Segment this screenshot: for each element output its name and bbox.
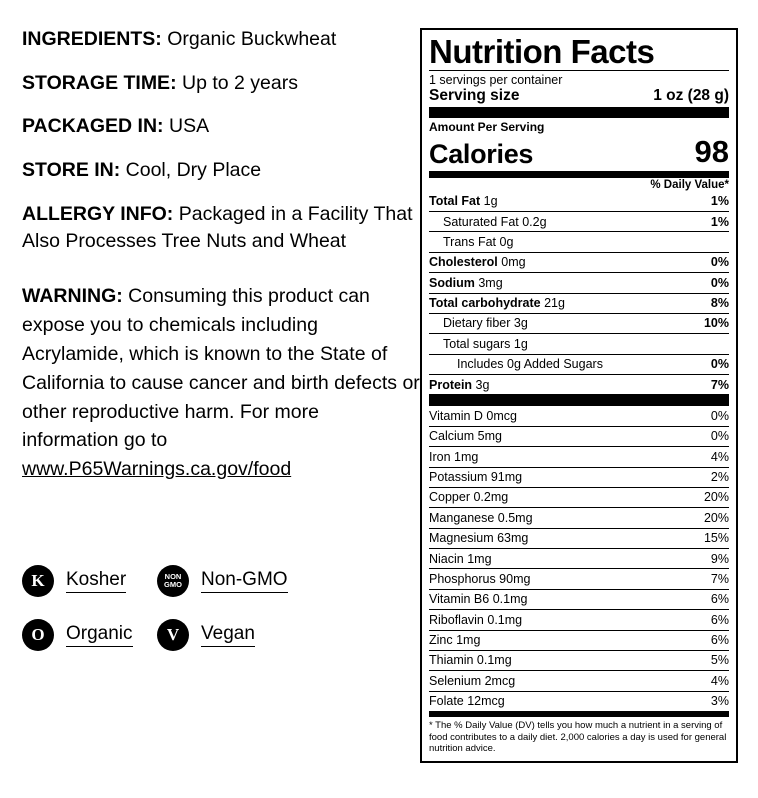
nutrient-name: Sodium 3mg — [429, 275, 503, 290]
nutrient-dv: 6% — [710, 592, 729, 607]
divider-thick — [429, 107, 729, 118]
nutrient-name: Riboflavin 0.1mg — [429, 612, 523, 627]
calories-label: Calories — [429, 138, 534, 169]
nutrient-dv: 1% — [710, 214, 729, 229]
nutrient-row — [429, 192, 729, 212]
nutrient-row — [429, 549, 729, 569]
nutrient-name: Zinc 1mg — [429, 633, 481, 648]
nutrient-dv: 5% — [710, 653, 729, 668]
nutrient-dv: 0% — [710, 357, 729, 372]
nutrient-name: Protein 3g — [429, 377, 490, 392]
divider-thick-2 — [429, 395, 729, 406]
info-label: PACKAGED IN: — [22, 115, 164, 138]
badge-label: Kosher — [66, 569, 126, 594]
info-store-in — [22, 157, 420, 185]
nutrient-row — [429, 314, 729, 334]
nutrient-name: Folate 12mcg — [429, 694, 505, 709]
nutrient-dv: 9% — [710, 551, 729, 566]
nutrient-row — [429, 355, 729, 375]
info-storage-time — [22, 70, 420, 98]
nutrient-row — [429, 569, 729, 589]
nutrient-row — [429, 590, 729, 610]
info-label: INGREDIENTS: — [22, 28, 162, 50]
info-label: STORE IN: — [22, 159, 121, 182]
nutrient-dv: 0% — [710, 408, 729, 423]
badge-vegan — [157, 619, 255, 651]
nutrient-dv: 2% — [710, 470, 729, 485]
nutrient-dv: 0% — [710, 429, 729, 444]
nutrient-row — [429, 375, 729, 395]
nutrition-facts-panel — [420, 28, 738, 763]
divider-mid — [429, 171, 729, 178]
nutrient-dv: 20% — [703, 490, 729, 505]
badge-label: Organic — [66, 623, 133, 648]
info-label: STORAGE TIME: — [22, 71, 177, 94]
nutrient-name: Manganese 0.5mg — [429, 510, 533, 525]
nutrient-name: Includes 0g Added Sugars — [457, 357, 603, 372]
calories-row — [429, 134, 729, 171]
nutrient-dv: 15% — [703, 531, 729, 546]
nutrient-dv: 6% — [710, 633, 729, 648]
badge-non-gmo — [157, 565, 288, 597]
nutrient-name: Copper 0.2mg — [429, 490, 509, 505]
nutrient-name: Dietary fiber 3g — [443, 316, 528, 331]
serving-size-label: Serving size — [429, 86, 520, 104]
nutrient-name: Saturated Fat 0.2g — [443, 214, 547, 229]
nutrient-row — [429, 427, 729, 447]
nutrient-name: Vitamin D 0mcg — [429, 408, 517, 423]
info-label: ALLERGY INFO: — [22, 202, 174, 225]
kosher-icon: K — [22, 565, 54, 597]
nutrient-row — [429, 651, 729, 671]
badge-row-2 — [22, 619, 420, 651]
nutrient-name: Cholesterol 0mg — [429, 255, 526, 270]
serving-size-row — [429, 87, 729, 107]
nutrient-dv: 4% — [710, 449, 729, 464]
nutrient-name: Phosphorus 90mg — [429, 571, 531, 586]
badge-label: Vegan — [201, 623, 255, 648]
nutrient-row — [429, 508, 729, 528]
vegan-icon: V — [157, 619, 189, 651]
serving-size-value: 1 oz (28 g) — [653, 86, 729, 104]
nutrient-name: Selenium 2mcg — [429, 673, 516, 688]
nutrient-row — [429, 212, 729, 232]
warning-text: Consuming this product can expose you to chemicals including Acrylamide, which is known to the State of California to cause cancer and birth defects or other reproductive harm. For more information go to — [22, 285, 420, 452]
nutrient-row — [429, 253, 729, 273]
info-value: USA — [168, 115, 210, 138]
info-value: Organic Buckwheat — [167, 28, 337, 50]
nutrient-name: Trans Fat 0g — [443, 234, 514, 249]
calories-value: 98 — [694, 133, 729, 169]
nutrient-dv: 0% — [710, 275, 729, 290]
nutrient-row — [429, 671, 729, 691]
nutrient-name: Total carbohydrate 21g — [429, 296, 565, 311]
nutrient-dv: 20% — [703, 510, 729, 525]
info-ingredients — [22, 26, 420, 54]
nutrient-row — [429, 232, 729, 252]
nutrient-row — [429, 631, 729, 651]
main-nutrients-section — [429, 192, 729, 396]
nutrient-row — [429, 294, 729, 314]
info-packaged-in — [22, 113, 420, 141]
prop65-link[interactable]: www.P65Warnings.ca.gov/food — [22, 458, 292, 481]
nutrient-row — [429, 468, 729, 488]
servings-per-container: 1 servings per container — [429, 72, 563, 87]
nutrient-name: Thiamin 0.1mg — [429, 653, 512, 668]
nutrient-name: Calcium 5mg — [429, 429, 502, 444]
nutrient-name: Total Fat 1g — [429, 194, 498, 209]
nutrient-dv: 8% — [710, 296, 729, 311]
nutrient-dv: 4% — [710, 673, 729, 688]
info-value: Cool, Dry Place — [125, 159, 262, 182]
nutrient-row — [429, 529, 729, 549]
product-info-column — [22, 26, 420, 484]
amount-per-serving-label: Amount Per Serving — [429, 119, 545, 134]
nutrient-row — [429, 447, 729, 467]
nutrient-dv: 7% — [710, 571, 729, 586]
nutrient-dv: 7% — [710, 377, 729, 392]
vitamins-minerals-section — [429, 406, 729, 712]
nutrition-facts-title: Nutrition Facts — [429, 33, 655, 70]
nutrient-row — [429, 406, 729, 426]
nutrient-name: Magnesium 63mg — [429, 531, 529, 546]
nutrient-row — [429, 273, 729, 293]
nutrient-dv: 0% — [710, 255, 729, 270]
badge-label: Non-GMO — [201, 569, 288, 594]
nutrient-row — [429, 334, 729, 354]
info-value: Up to 2 years — [181, 71, 298, 94]
badge-organic — [22, 619, 157, 651]
nutrient-name: Potassium 91mg — [429, 470, 523, 485]
prop65-warning — [22, 282, 420, 484]
nutrient-row — [429, 692, 729, 712]
nutrient-dv: 10% — [703, 316, 729, 331]
info-allergy-info — [22, 201, 420, 256]
organic-icon: O — [22, 619, 54, 651]
nutrient-name: Niacin 1mg — [429, 551, 492, 566]
daily-value-footnote: * The % Daily Value (DV) tells you how much a nutrient in a serving of food contributes to a daily diet. 2,000 calories a day is used for general nutrition advice. — [429, 720, 727, 755]
badge-kosher — [22, 565, 157, 597]
nutrient-row — [429, 610, 729, 630]
nutrient-dv: 6% — [710, 612, 729, 627]
info-value: Packaged in a Facility That Also Processes Tree Nuts and Wheat — [22, 202, 413, 253]
nutrient-dv: 1% — [710, 194, 729, 209]
certification-badges — [22, 565, 420, 673]
warning-label: WARNING: — [22, 285, 123, 308]
nutrient-name: Vitamin B6 0.1mg — [429, 592, 528, 607]
daily-value-header: % Daily Value* — [650, 178, 729, 191]
non-gmo-icon: NON GMO — [157, 565, 189, 597]
nutrient-name: Iron 1mg — [429, 449, 479, 464]
nutrient-row — [429, 488, 729, 508]
nutrient-dv: 3% — [710, 694, 729, 709]
nutrient-name: Total sugars 1g — [443, 336, 528, 351]
badge-row-1 — [22, 565, 420, 597]
